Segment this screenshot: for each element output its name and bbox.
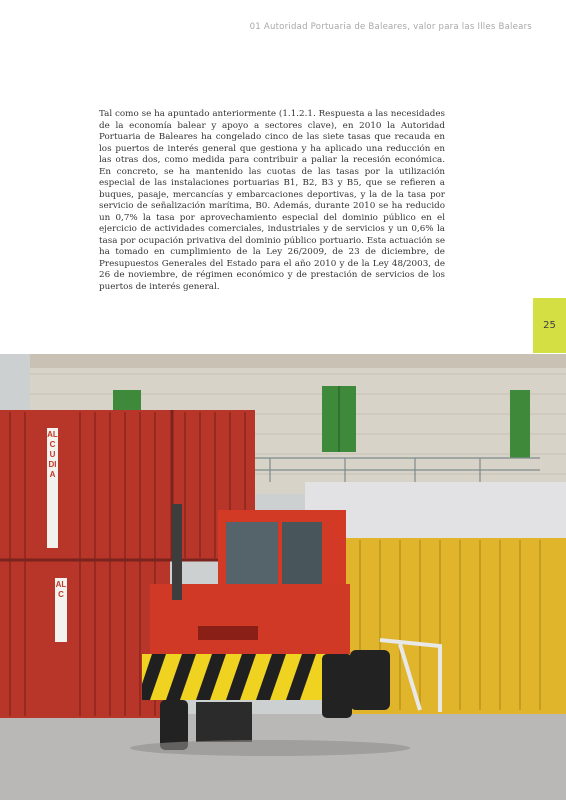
- window-shutter: [113, 390, 141, 412]
- container-lettering: ALCUDIA: [47, 428, 58, 548]
- red-container: [0, 410, 255, 560]
- page-number-tab: [533, 298, 566, 353]
- body-paragraph: Tal como se ha apuntado anteriormente (1.1.2.1. Respuesta a las necesidades de la economía balear y apoyo a sectores clave), en 2010 la Autoridad Portuaria de Baleares ha congelado cinco de las siete tasas que recauda en los puertos de interés general que gestiona y ha aplicado una reducción en las otras dos, como medida para contribuir a paliar la recesión económica. En concreto, se ha mantenido las cuotas de las tasas por la utilización especial de las instalaciones portuarias B1, B2, B3 y B5, que se refieren a buques, pasaje, mercancías y embarcaciones deportivas, y la de la tasa por servicio de señalización marítima, B0. Además, durante 2010 se ha reducido un 0,7% la tasa por aprovechamiento especial del dominio público en el ejercicio de actividades comerciales, industriales y de servicios y un 0,6% la tasa por ocupación privativa del dominio público portuario. Esta actuación se ha tomado en cumplimiento de la Ley 26/2009, de 23 de diciembre, de Presupuestos Generales del Estado para el año 2010 y de la Ley 48/2003, de 26 de noviembre, de régimen económico y de prestación de servicios de los puertos de interés general.: [99, 109, 445, 292]
- quay-ground: [0, 714, 566, 800]
- container-lettering: ALC: [55, 578, 67, 642]
- running-header: 01 Autoridad Portuaria de Baleares, valor para las Illes Balears: [249, 22, 532, 32]
- page-number: 25: [543, 320, 556, 331]
- port-scene: [0, 354, 566, 800]
- window-shutter: [510, 390, 530, 458]
- port-photo: [0, 354, 566, 800]
